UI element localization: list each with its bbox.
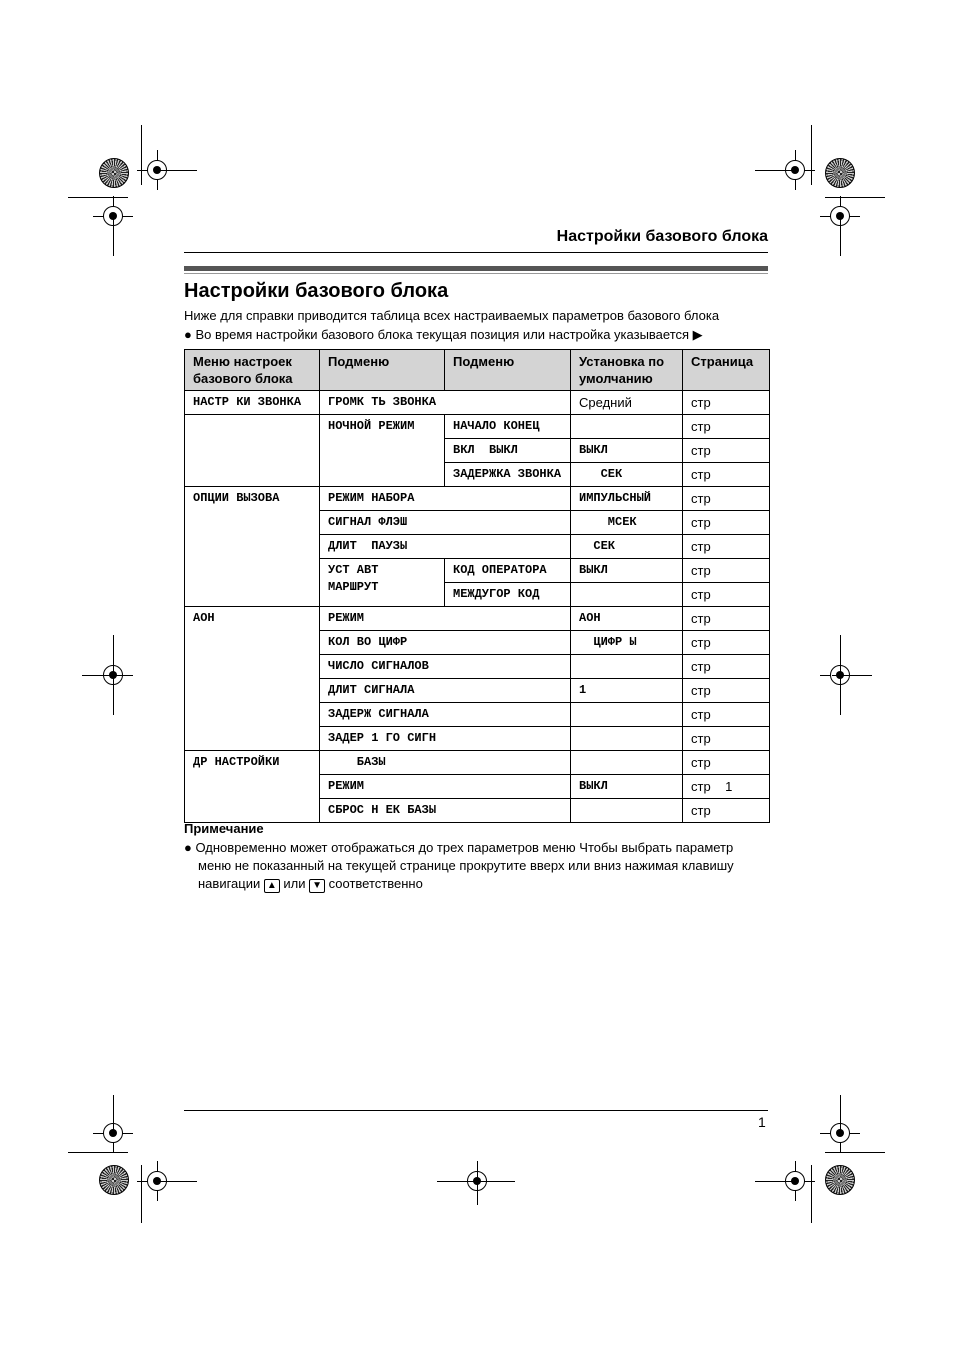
crop-line (755, 1181, 795, 1182)
submenu-cell: ДЛИТ СИГНАЛА (320, 679, 571, 703)
page-cell: стр (683, 679, 770, 703)
default-cell (571, 727, 683, 751)
crop-line (840, 1095, 841, 1135)
page-cell: стр (683, 631, 770, 655)
note-line (184, 875, 764, 893)
page-cell: стр 1 (683, 775, 770, 799)
default-cell (571, 799, 683, 823)
submenu-cell: ЗАДЕРЖ СИГНАЛА (320, 703, 571, 727)
crop-line (840, 635, 841, 715)
default-cell (571, 655, 683, 679)
note-line: меню не показанный на текущей странице прокрутите вверх или вниз нажимая клавишу (198, 858, 734, 873)
running-header-title: Настройки базового блока (556, 228, 768, 245)
title-bar-thin (184, 273, 768, 274)
column-header: Подменю (445, 350, 571, 391)
page-cell: стр (683, 439, 770, 463)
registration-starburst-bottom-right (825, 1165, 855, 1195)
default-cell: МСЕК (571, 511, 683, 535)
default-cell (571, 703, 683, 727)
menu-cell-continued (185, 415, 320, 487)
footer-rule (184, 1110, 768, 1111)
submenu-cell: СИГНАЛ ФЛЭШ (320, 511, 571, 535)
page-cell: стр (683, 799, 770, 823)
page-cell: стр (683, 559, 770, 583)
page-cell: стр (683, 703, 770, 727)
crop-line (155, 1181, 197, 1182)
default-cell: СЕК (571, 535, 683, 559)
table-row (185, 751, 770, 775)
submenu-cell: БАЗЫ (320, 751, 571, 775)
page-cell: стр (683, 607, 770, 631)
submenu2-cell: КОД ОПЕРАТОРА (445, 559, 571, 583)
default-cell: 1 (571, 679, 683, 703)
menu-cell: ДР НАСТРОЙКИ (185, 751, 320, 823)
note-title: Примечание (184, 821, 264, 836)
note-text (184, 839, 764, 893)
page-cell: стр (683, 415, 770, 439)
page-title: Настройки базового блока (184, 280, 449, 302)
menu-cell: ОПЦИИ ВЫЗОВА (185, 487, 320, 607)
submenu2-cell: ЗАДЕРЖКА ЗВОНКА (445, 463, 571, 487)
crop-line (811, 1165, 812, 1223)
page-cell: стр (683, 583, 770, 607)
submenu-cell: НОЧНОЙ РЕЖИМ (320, 415, 445, 487)
column-header: Подменю (320, 350, 445, 391)
crop-line (113, 1095, 114, 1135)
default-cell (571, 415, 683, 439)
column-header: Установка по умолчанию (571, 350, 683, 391)
column-header: Страница (683, 350, 770, 391)
settings-table (184, 349, 770, 823)
title-bar (184, 266, 768, 271)
table-row (185, 607, 770, 631)
crop-line (68, 1152, 128, 1153)
crop-line (155, 170, 197, 171)
column-header: Меню настроек базового блока (185, 350, 320, 391)
default-cell (571, 751, 683, 775)
default-cell (571, 583, 683, 607)
page-cell: стр (683, 487, 770, 511)
registration-starburst-top-left (99, 158, 129, 188)
page-cell: стр (683, 511, 770, 535)
crop-line (437, 1181, 515, 1182)
submenu-cell: УСТ АВТ МАРШРУТ (320, 559, 445, 607)
submenu2-cell: ВКЛ ВЫКЛ (445, 439, 571, 463)
table-header-row (185, 350, 770, 391)
crop-line (113, 216, 114, 256)
submenu-cell: СБРОС Н ЕК БАЗЫ (320, 799, 571, 823)
submenu-cell: ЗАДЕР 1 ГО СИГН (320, 727, 571, 751)
page-number: 1 (758, 1114, 766, 1130)
note-text-part: или (279, 876, 310, 891)
crop-line (811, 125, 812, 185)
submenu-cell: ГРОМК ТЬ ЗВОНКА (320, 391, 571, 415)
crop-line (113, 635, 114, 715)
menu-cell: НАСТР КИ ЗВОНКА (185, 391, 320, 415)
crop-line (82, 675, 122, 676)
nav-down-key-icon: ▼ (309, 879, 325, 893)
table-row (185, 487, 770, 511)
submenu-cell: ДЛИТ ПАУЗЫ (320, 535, 571, 559)
header-rule (184, 252, 768, 253)
submenu-cell: ЧИСЛО СИГНАЛОВ (320, 655, 571, 679)
crop-line (755, 170, 795, 171)
submenu-cell: РЕЖИМ (320, 775, 571, 799)
crop-line (141, 1165, 142, 1223)
menu-cell: АОН (185, 607, 320, 751)
submenu-cell: РЕЖИМ НАБОРА (320, 487, 571, 511)
note-text-part: навигации (198, 876, 264, 891)
registration-starburst-bottom-left (99, 1165, 129, 1195)
page-cell: стр (683, 727, 770, 751)
submenu-cell: КОЛ ВО ЦИФР (320, 631, 571, 655)
table-row (185, 415, 770, 439)
page-cell: стр (683, 535, 770, 559)
submenu-cell: РЕЖИМ (320, 607, 571, 631)
default-cell: СЕК (571, 463, 683, 487)
submenu2-cell: МЕЖДУГОР КОД (445, 583, 571, 607)
crop-line (832, 675, 872, 676)
default-cell: ВЫКЛ (571, 775, 683, 799)
page-cell: стр (683, 391, 770, 415)
note-text-part: соответственно (325, 876, 423, 891)
page-cell: стр (683, 463, 770, 487)
crop-line (141, 125, 142, 185)
page-cell: стр (683, 751, 770, 775)
intro-text: Ниже для справки приводится таблица всех настраиваемых параметров базового блока (184, 308, 720, 323)
default-cell: ВЫКЛ (571, 439, 683, 463)
note-line: ● Одновременно может отображаться до трех параметров меню Чтобы выбрать параметр (184, 840, 734, 855)
page-cell: стр (683, 655, 770, 679)
crop-line (68, 197, 128, 198)
registration-starburst-top-right (825, 158, 855, 188)
crop-line (825, 197, 885, 198)
crop-line (477, 1165, 478, 1205)
default-cell: ВЫКЛ (571, 559, 683, 583)
default-cell: АОН (571, 607, 683, 631)
default-cell: ИМПУЛЬСНЫЙ (571, 487, 683, 511)
submenu2-cell: НАЧАЛО КОНЕЦ (445, 415, 571, 439)
nav-up-key-icon: ▲ (264, 879, 280, 893)
default-cell: ЦИФР Ы (571, 631, 683, 655)
crop-line (840, 216, 841, 256)
table-row (185, 391, 770, 415)
bullet-text: ● Во время настройки базового блока текущая позиция или настройка указывается ▶ (184, 327, 703, 342)
crop-line (825, 1152, 885, 1153)
default-cell: Средний (571, 391, 683, 415)
